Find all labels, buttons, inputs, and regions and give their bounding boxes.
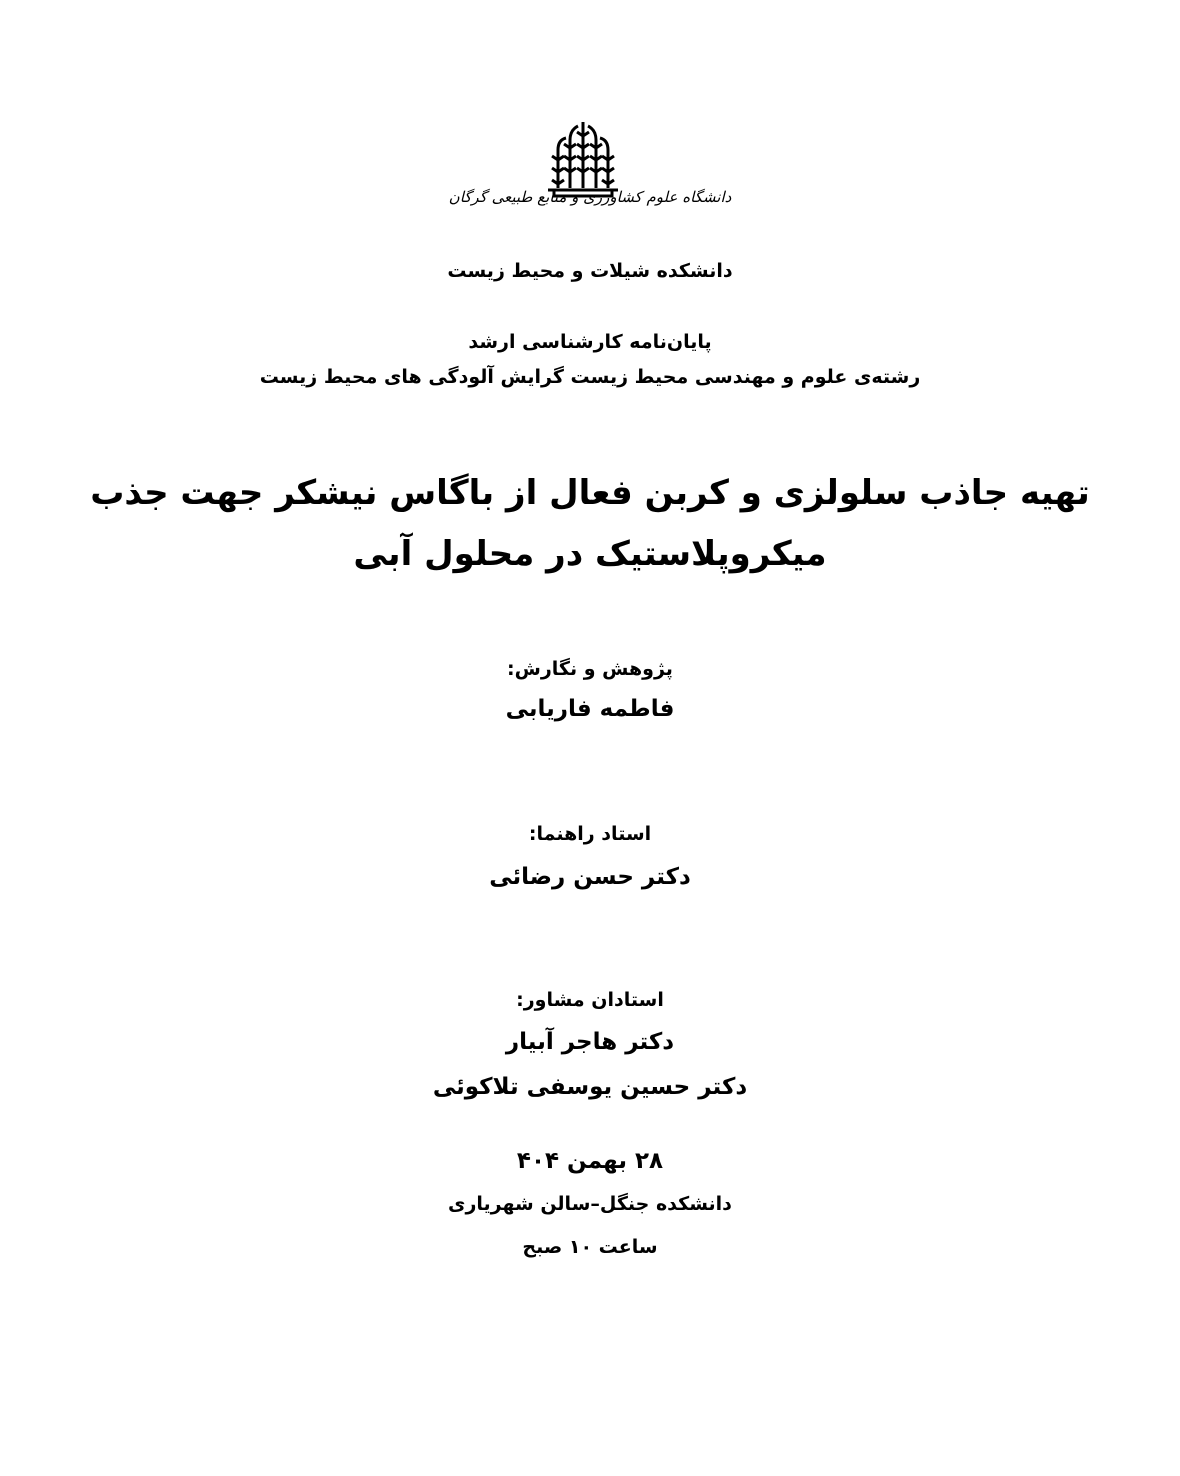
thesis-title-line-1: تهیه جاذب سلولزی و کربن فعال از باگاس نیشکر جهت جذب xyxy=(90,473,1090,513)
thesis-type: پایان‌نامه کارشناسی ارشد xyxy=(468,331,712,353)
advisors-label: استادان مشاور: xyxy=(516,989,664,1011)
defense-date: ۲۸ بهمن ۴۰۴ xyxy=(516,1148,664,1174)
author-name: فاطمه فاریابی xyxy=(505,696,675,722)
defense-venue: دانشکده جنگل–سالن شهریاری xyxy=(448,1193,732,1215)
defense-time: ساعت ۱۰ صبح xyxy=(522,1236,658,1258)
thesis-field: رشته‌ی علوم و مهندسی محیط زیست گرایش آلودگی های محیط زیست xyxy=(259,366,921,388)
advisor-name: دکتر هاجر آبیار xyxy=(505,1029,675,1055)
supervisor-name: دکتر حسن رضائی xyxy=(489,864,691,890)
author-label: پژوهش و نگارش: xyxy=(507,658,673,680)
supervisor-label: استاد راهنما: xyxy=(528,823,652,845)
faculty-name: دانشکده شیلات و محیط زیست xyxy=(447,260,733,282)
advisor-name: دکتر حسین یوسفی تلاکوئی xyxy=(432,1074,748,1100)
thesis-title-line-2: میکروپلاستیک در محلول آبی xyxy=(353,534,827,574)
university-name: دانشگاه علوم کشاورزی و منابع طبیعی گرگان xyxy=(448,188,732,206)
